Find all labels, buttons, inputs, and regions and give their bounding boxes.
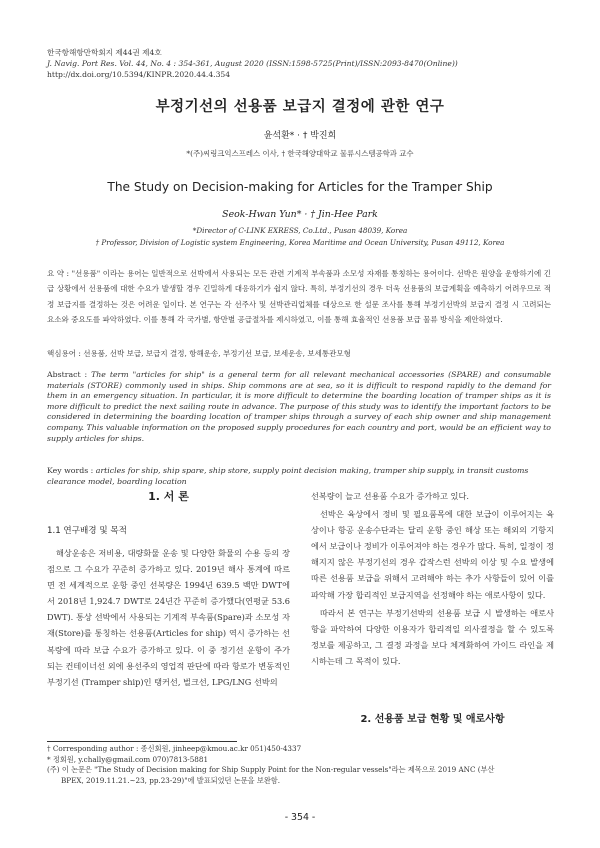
- abstract-english: [47, 370, 551, 444]
- keywords-english-text: articles for ship, ship spare, ship store, supply point decision making, tramper ship supply, in transit customs clearance model, boarding location: [47, 466, 529, 486]
- keywords-english: [47, 466, 551, 487]
- authors-english: Seok-Hwan Yun* · † Jin-Hee Park: [222, 209, 378, 220]
- keywords-korean: 핵심용어 : 선용품, 선박 보급, 보급지 결정, 항해운송, 부정기선 보급, 보세운송, 보세통관모형: [47, 349, 351, 358]
- right-column-paragraph-0: 선복량이 늘고 선용품 수요가 증가하고 있다.: [311, 491, 469, 501]
- journal-header: [47, 47, 458, 80]
- footnotes: [47, 744, 557, 786]
- affiliation-korean: *(주)씨링크익스프레스 이사, † 한국해양대학교 물류시스템공학과 교수: [186, 149, 414, 158]
- right-column-body: [311, 488, 554, 669]
- abstract-korean-text: "선용품" 이라는 용어는 일반적으로 선박에서 사용되는 모든 관련 기계적 부속품과 소모성 자재를 통칭하는 용어이다. 선박은 원양을 운항하기에 긴급 상황에서 선용품에 대한 수요가 발생할 경우 긴밀하게 대응하기가 쉽지 않다. 특히, 부정기선의 경우 더욱 선용품의 보급계획을 예측하기 어려우므로 적정 보급지를 결정하는 것은 어려운 일이다. 본 연구는 각 선주사 및 선박관리업체를 대상으로 한 설문 조사를 통해 부정기선박의 보급지 결정 시 고려되는 요소와 중요도를 파악하였다. 이를 통해 각 국가별, 항만별 공급절차를 제시하였고, 이를 통해 효율적인 선용품 보급 물류 방식을 제안하였다.: [47, 269, 551, 324]
- section-1-heading: 1. 서 론: [148, 490, 189, 503]
- left-column-body: [47, 545, 290, 690]
- affiliation-english-2: † Professor, Division of Logistic system Engineering, Korea Maritime and Ocean University, Pusan 49112, Korea: [95, 238, 505, 247]
- right-column-paragraph-2: 따라서 본 연구는 부정기선박의 선용품 보급 시 발생하는 애로사항을 파악하여 다양한 이용자가 합리적일 의사결정을 할 수 있도록 정보를 제공하고, 그 결정 과정을 보다 체계화하여 가이드 라인을 제시하는데 그 목적이 있다.: [311, 607, 554, 666]
- doi-link[interactable]: http://dx.doi.org/10.5394/KINPR.2020.44.4.354: [47, 70, 231, 79]
- footnote-note: (주) 이 논문은 "The Study of Decision making for Ship Supply Point for the Non-regular vessels"라는 제목으로 2019 ANC (부산: [47, 765, 495, 775]
- abstract-korean: [47, 266, 551, 327]
- footnote-note-continued: BPEX, 2019.11.21.~23, pp.23-29)"에 발표되었던 논문을 보완함.: [61, 775, 281, 785]
- affiliation-english-1: *Director of C-LINK EXRESS, Co.Ltd., Pusan 48039, Korea: [192, 226, 408, 235]
- section-2-heading: 2. 선용품 보급 현황 및 애로사항: [360, 714, 505, 725]
- footnote-divider: [47, 741, 237, 742]
- title-english: The Study on Decision-making for Articles for the Tramper Ship: [107, 180, 493, 194]
- journal-citation: J. Navig. Port Res. Vol. 44, No. 4 : 354-361, August 2020 (ISSN:1598-5725(Print)/ISSN:2093-8470(Online)): [47, 59, 458, 68]
- footnote-corresponding: † Corresponding author : 종신회원, jinheep@kmou.ac.kr 051)450-4337: [47, 744, 302, 753]
- abstract-english-text: The term "articles for ship" is a general term for all relevant mechanical accessories (SPARE) and consumable materials (STORE) commonly used in ships. Ship commons are at sea, so it is difficult to respond rapidly to the demand for them in an emergency situation. In particular, it is more difficult to determine the boarding location of tramper ships as it is more difficult to predict the next sailing route in advance. The purpose of this study was to identify the important factors to be considered in determining the boarding location of tramper ships through a survey of each ship owner and ship management company. This valuable information on the proposed supply procedures for each country and port, would be an efficient way to supply articles for ships.: [47, 370, 551, 443]
- journal-name-ko: 한국항해항만학회지 제44권 제4호: [47, 48, 162, 57]
- title-korean: 부정기선의 선용품 보급지 결정에 관한 연구: [155, 99, 445, 115]
- keywords-english-label: Key words :: [47, 466, 94, 475]
- abstract-korean-label: 요 약 :: [47, 269, 70, 278]
- footnote-member: * 정회원, y.chally@gmail.com 070)7813-5881: [47, 754, 209, 764]
- abstract-english-label: Abstract :: [47, 370, 88, 379]
- page-number: - 354 -: [284, 812, 316, 823]
- right-column-paragraph-1: 선박은 육상에서 정비 및 필요품목에 대한 보급이 이루어지는 육상이나 항공 운송수단과는 달리 운항 중인 해상 또는 해외의 기항지에서 보급이나 정비가 이루어져야 하는 경우가 많다. 특히, 일정이 정해지지 않은 부정기선의 경우 갑작스런 선박의 이상 및 수요 발생에 따른 선용품 보급을 위해서 고려해야 하는 추가 사항들이 있어 이를 파악해 가장 합리적인 보급지역을 선정해야 하는 애로사항이 있다.: [311, 509, 554, 600]
- left-column-paragraph: 해상운송은 저비용, 대량화물 운송 및 다양한 화물의 수용 등의 장점으로 그 수요가 꾸준히 증가하고 있다. 2019년 해사 통계에 따르면 전 세계적으로 운항 중인 선복량은 1994년 639.5 백만 DWT에서 2018년 1,924.7 DWT로 24년간 꾸준히 증가했다(연평균 53.6 DWT). 통상 선박에서 사용되는 기계적 부속품(Spare)과 소모성 자재(Store)를 통칭하는 선용품(Articles for ship) 역시 증가하는 선복량에 따라 보급 수요가 증가하고 있다. 이 중 정기선 운항이 주가 되는 컨테이너선 외에 용선주의 영업적 판단에 따라 항로가 변동적인 부정기선 (Tramper ship)인 탱커선, 벌크선, LPG/LNG 선박의: [47, 548, 290, 687]
- subsection-1-1-heading: 1.1 연구배경 및 목적: [47, 526, 127, 536]
- authors-korean: 윤석환* · † 박진희: [263, 131, 337, 141]
